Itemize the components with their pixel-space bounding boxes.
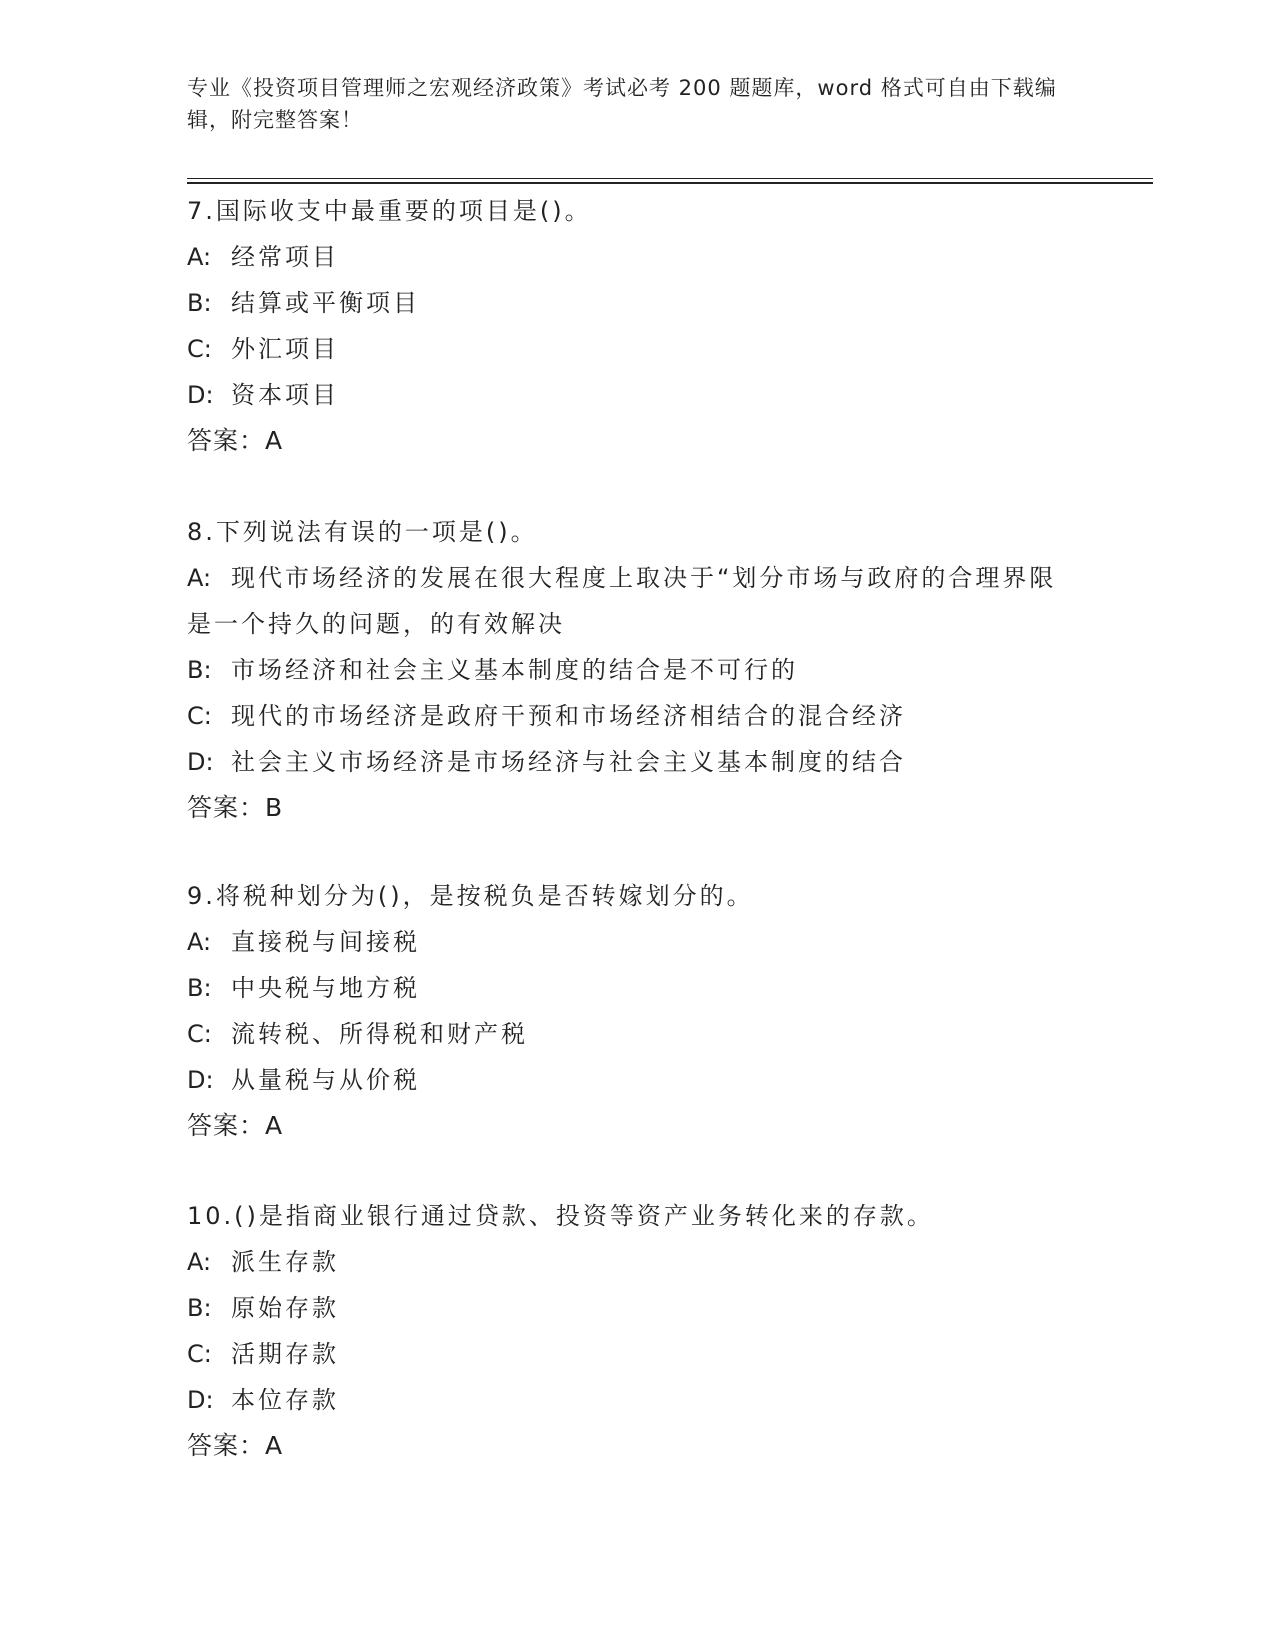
option-key: B: (187, 1294, 212, 1322)
option-key: C: (187, 702, 212, 730)
question-10 (187, 1193, 1087, 1469)
option-text: 原始存款 (231, 1294, 339, 1322)
question-7 (187, 188, 1087, 464)
question-stem: 8.下列说法有误的一项是()。 (187, 518, 538, 546)
option-c (187, 1331, 1087, 1377)
option-d (187, 372, 1087, 418)
answer-label: 答案：B (187, 793, 284, 822)
option-key: A: (187, 564, 212, 592)
option-b (187, 647, 1087, 693)
option-text: 社会主义市场经济是市场经济与社会主义基本制度的结合 (231, 748, 906, 776)
option-a (187, 234, 1087, 280)
option-d (187, 1057, 1087, 1103)
option-d (187, 1377, 1087, 1423)
option-text: 经常项目 (231, 243, 339, 271)
answer-label: 答案：A (187, 426, 284, 455)
option-d (187, 739, 1087, 785)
option-c (187, 326, 1087, 372)
option-key: B: (187, 656, 212, 684)
question-9 (187, 873, 1087, 1149)
option-key: C: (187, 1340, 212, 1368)
option-b (187, 280, 1087, 326)
option-a (187, 1239, 1087, 1285)
option-key: C: (187, 1020, 212, 1048)
option-text: 市场经济和社会主义基本制度的结合是不可行的 (231, 656, 798, 684)
option-text: 现代的市场经济是政府干预和市场经济相结合的混合经济 (231, 702, 906, 730)
question-stem: 10.()是指商业银行通过贷款、投资等资产业务转化来的存款。 (187, 1202, 934, 1230)
option-key: B: (187, 289, 212, 317)
option-b (187, 1285, 1087, 1331)
option-key: C: (187, 335, 212, 363)
option-key: A: (187, 1248, 212, 1276)
option-text: 流转税、所得税和财产税 (231, 1020, 528, 1048)
option-key: D: (187, 748, 214, 776)
option-text: 外汇项目 (231, 335, 339, 363)
question-stem: 9.将税种划分为()，是按税负是否转嫁划分的。 (187, 882, 754, 910)
option-a (187, 919, 1087, 965)
option-text: 中央税与地方税 (231, 974, 420, 1002)
answer-label: 答案：A (187, 1111, 284, 1140)
question-stem: 7.国际收支中最重要的项目是()。 (187, 197, 592, 225)
document-header: 专业《投资项目管理师之宏观经济政策》考试必考 200 题题库，word 格式可自由下载编辑，附完整答案！ (187, 76, 1057, 132)
option-text: 本位存款 (231, 1386, 339, 1414)
option-text: 从量税与从价税 (231, 1066, 420, 1094)
option-key: A: (187, 243, 212, 271)
option-text: 资本项目 (231, 381, 339, 409)
answer-label: 答案：A (187, 1431, 284, 1460)
option-b (187, 965, 1087, 1011)
option-text: 活期存款 (231, 1340, 339, 1368)
option-key: D: (187, 1386, 214, 1414)
option-text: 现代市场经济的发展在很大程度上取决于“划分市场与政府的合理界限是一个持久的问题，的有效解决 (187, 564, 1057, 638)
option-text: 派生存款 (231, 1248, 339, 1276)
option-c (187, 1011, 1087, 1057)
option-key: D: (187, 381, 214, 409)
option-key: D: (187, 1066, 214, 1094)
question-8 (187, 509, 1087, 831)
option-key: A: (187, 928, 212, 956)
option-key: B: (187, 974, 212, 1002)
option-text: 直接税与间接税 (231, 928, 420, 956)
option-c (187, 693, 1087, 739)
header-divider-thick (187, 182, 1153, 184)
header-divider-thin (187, 178, 1153, 179)
option-text: 结算或平衡项目 (231, 289, 420, 317)
option-a (187, 555, 1067, 647)
